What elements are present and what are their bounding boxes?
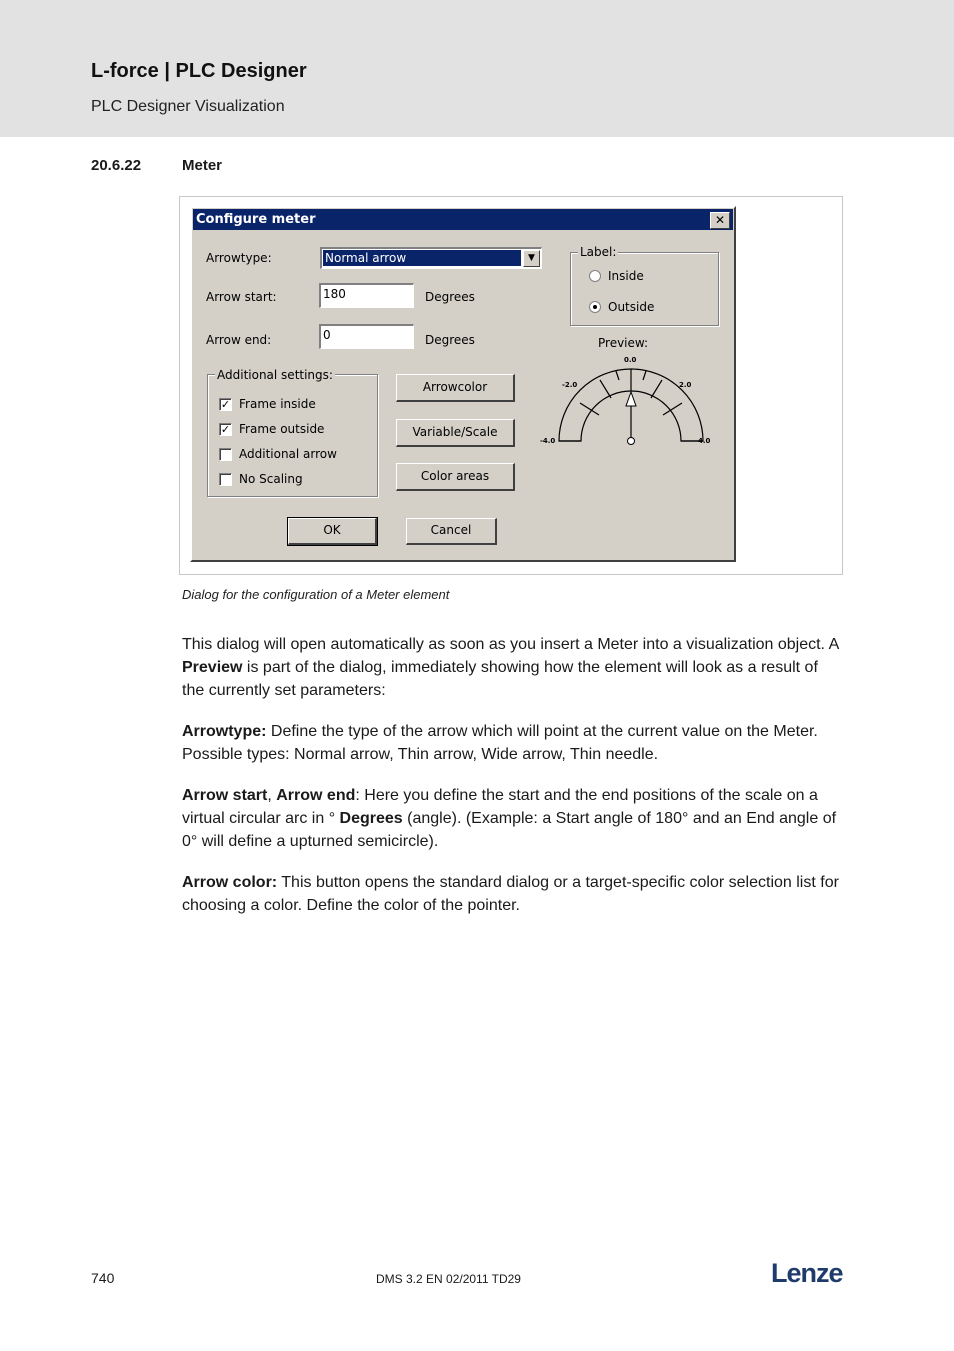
additional-arrow-label: Additional arrow	[239, 447, 337, 461]
color-areas-button[interactable]: Color areas	[396, 463, 515, 491]
radio-outside-label: Outside	[608, 300, 655, 314]
configure-meter-dialog	[190, 206, 736, 562]
paragraph-arrowtype	[182, 720, 844, 766]
p4-text: This button opens the standard dialog or a target-specific color selection list for choosing a color. Define the color of the pointer.	[182, 874, 839, 914]
scale-label-minus-2: -2.0	[562, 381, 578, 389]
scale-label-minus-4: -4.0	[540, 437, 556, 445]
ok-button[interactable]: OK	[288, 518, 377, 545]
arrow-end-unit: Degrees	[425, 333, 475, 347]
paragraph-intro	[182, 633, 844, 702]
p1-text-a: This dialog will open automatically as soon as you insert a Meter into a visualization object. A	[182, 636, 839, 653]
scale-label-plus-2: 2.0	[679, 381, 692, 389]
frame-inside-checkbox[interactable]: ✓	[220, 398, 231, 411]
variable-scale-button[interactable]: Variable/Scale	[396, 419, 515, 447]
dialog-title: Configure meter	[196, 212, 316, 227]
section-title: Meter	[182, 157, 223, 174]
no-scaling-checkbox[interactable]	[219, 473, 232, 486]
p2-text: Define the type of the arrow which will point at the current value on the Meter. Possible types: Normal arrow, Thin arrow, Wide arrow, Thin needle.	[182, 723, 818, 763]
p3-bold-arrow-end: Arrow end	[276, 787, 356, 804]
arrow-start-input[interactable]: 180	[319, 283, 414, 308]
arrowtype-select[interactable]	[320, 247, 542, 269]
frame-inside-label: Frame inside	[239, 397, 316, 411]
section-number: 20.6.22	[91, 157, 142, 174]
arrowcolor-button[interactable]: Arrowcolor	[396, 374, 515, 402]
arrow-end-label: Arrow end:	[206, 333, 272, 347]
p3-text-d: : Here you define the start and the end positions of the scale on a virtual circular arc in °	[182, 787, 818, 827]
meter-needle-hub	[628, 438, 635, 445]
additional-arrow-checkbox[interactable]	[219, 448, 232, 461]
radio-inside-label: Inside	[608, 269, 644, 283]
scale-label-0: 0.0	[624, 356, 637, 364]
document-title: L-force | PLC Designer	[91, 60, 307, 82]
preview-label: Preview:	[598, 336, 649, 350]
figure-caption: Dialog for the configuration of a Meter element	[182, 587, 450, 602]
scale-label-plus-4: 4.0	[698, 437, 711, 445]
additional-settings-caption: Additional settings:	[217, 368, 333, 382]
frame-outside-checkbox[interactable]: ✓	[220, 423, 231, 436]
no-scaling-label: No Scaling	[239, 472, 303, 486]
arrowtype-value: Normal arrow	[323, 250, 521, 266]
meter-arrow-head	[626, 392, 636, 406]
meter-preview	[538, 350, 718, 450]
document-subtitle: PLC Designer Visualization	[91, 98, 285, 115]
p3-bold-degrees: Degrees	[339, 810, 403, 827]
document-reference: DMS 3.2 EN 02/2011 TD29	[376, 1272, 521, 1286]
cancel-button[interactable]: Cancel	[406, 518, 497, 545]
paragraph-arrow-start-end	[182, 784, 844, 853]
p1-bold-preview: Preview	[182, 659, 243, 676]
close-icon[interactable]: ✕	[710, 212, 730, 229]
lenze-logo: Lenze	[771, 1258, 843, 1288]
label-group-caption: Label:	[580, 245, 617, 259]
arrow-start-unit: Degrees	[425, 290, 475, 304]
p4-bold-arrow-color: Arrow color:	[182, 874, 278, 891]
page-number: 740	[91, 1270, 115, 1286]
p3-sep: ,	[267, 787, 277, 804]
dialog-titlebar	[193, 209, 733, 230]
chevron-down-icon[interactable]: ▼	[523, 250, 540, 267]
frame-outside-label: Frame outside	[239, 422, 325, 436]
p1-text-c: is part of the dialog, immediately showing how the element will look as a result of the currently set parameters:	[182, 659, 818, 699]
p3-bold-arrow-start: Arrow start	[182, 787, 268, 804]
arrow-start-label: Arrow start:	[206, 290, 277, 304]
label-groupbox	[570, 252, 719, 326]
radio-inside[interactable]	[589, 270, 601, 282]
arrowtype-label: Arrowtype:	[206, 251, 272, 265]
radio-outside[interactable]	[589, 301, 601, 313]
paragraph-arrow-color	[182, 871, 844, 917]
arrow-end-input[interactable]: 0	[319, 324, 414, 349]
p3-text-f: (angle). (Example: a Start angle of 180° and an End angle of 0° will define a upturned semicircle).	[182, 810, 837, 850]
p2-bold-arrowtype: Arrowtype:	[182, 723, 267, 740]
